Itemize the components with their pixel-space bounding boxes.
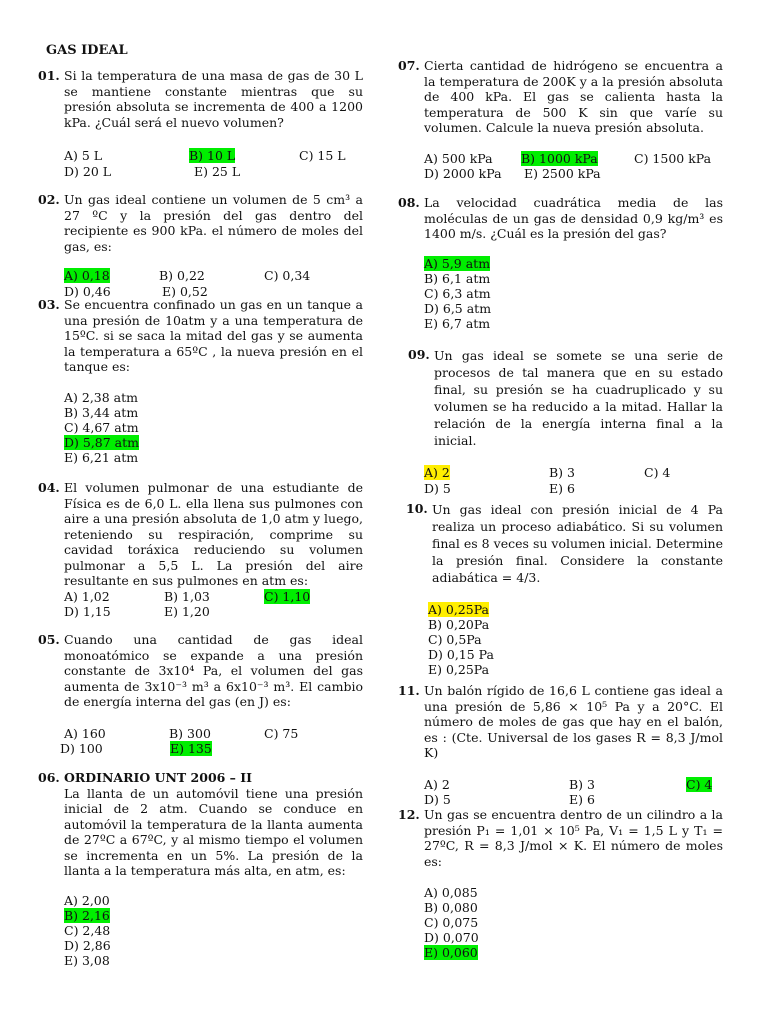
question-number: 04. [38,480,60,495]
question-number: 09. [408,347,430,362]
option-e[interactable]: E) 135 [170,741,212,756]
option-e[interactable]: E) 0,52 [162,283,208,299]
question-11 [398,683,723,808]
option-b[interactable]: B) 0,22 [159,268,205,283]
option-e[interactable]: E) 25 L [194,163,241,179]
option-b[interactable]: B) 3,44 atm [64,404,139,420]
question-text: El volumen pulmonar de una estudiante de Física es de 6,0 L. ella llena sus pulmones con aire a una presión absoluta de 1,0 atm y luego, reteniendo su respiración, comprime su cavidad toráxica reduciendo su volumen pulmonar a 5,5 L. La presión del aire resultante en sus pulmones en atm es: [64,480,363,588]
option-c[interactable]: C) 2,48 [64,922,111,938]
option-c[interactable]: C) 1500 kPa [634,150,712,166]
option-e[interactable]: E) 6,7 atm [424,315,491,331]
question-text: Un gas ideal con presión inicial de 4 Pa realiza un proceso adiabático. Si su volumen final es 8 veces su volumen inicial. Determine la presión final. Considere la constante adiabática = 4/3. [432,502,723,585]
question-05 [38,632,363,757]
question-number: 10. [406,501,428,516]
option-b[interactable]: B) 3 [549,465,575,480]
question-text: Un gas se encuentra dentro de un cilindro a la presión P₁ = 1,01 × 10⁵ Pa, V₁ = 1,5 L y T₁ = 27ºC, R = 8,3 J/mol × K. El número de moles es: [424,807,723,869]
option-c[interactable]: C) 6,3 atm [424,285,491,301]
question-number: 01. [38,68,60,83]
option-e[interactable]: E) 0,25Pa [428,662,490,677]
question-number: 02. [38,192,60,207]
option-a[interactable]: A) 2 [424,776,450,792]
option-d[interactable]: D) 100 [60,741,103,756]
question-text: Cuando una cantidad de gas ideal monoatómico se expande a una presión constante de 3x10⁴ Pa, el volumen del gas aumenta de 3x10⁻³ m³ a 6x10⁻³ m³. El cambio de energía interna del gas (en J) es: [64,632,363,709]
question-text: Se encuentra confinado un gas en un tanque a una presión de 10atm y a una temperatura de 15ºC. si se saca la mitad del gas y se aumenta la temperatura a 65ºC , la nueva presión en el tanque es: [64,297,363,374]
option-c[interactable]: C) 4 [686,776,713,792]
option-d[interactable]: D) 5,87 atm [64,434,140,450]
question-number: 07. [398,58,420,73]
page-title: GAS IDEAL [46,43,128,58]
question-02 [38,192,363,299]
option-d[interactable]: D) 1,15 [64,604,111,619]
question-01 [38,68,363,179]
question-03 [38,297,363,465]
option-a[interactable]: A) 2,38 atm [64,389,139,405]
option-a[interactable]: A) 500 kPa [424,150,493,166]
option-c[interactable]: C) 4 [644,465,671,480]
question-heading: ORDINARIO UNT 2006 – II [64,770,252,785]
option-d[interactable]: D) 0,15 Pa [428,647,494,662]
option-b[interactable]: B) 0,20Pa [428,617,490,632]
option-e[interactable]: E) 6 [549,480,575,496]
option-e[interactable]: E) 0,060 [424,945,478,960]
option-b[interactable]: B) 10 L [189,148,236,163]
question-text: La llanta de un automóvil tiene una presión inicial de 2 atm. Cuando se conduce en automóvil la temperatura de la llanta aumenta de 27ºC a 67ºC, y al mismo tiempo el volumen se incrementa en un 5%. La presión de la llanta a la temperatura más alta, en atm, es: [64,785,363,878]
question-text: La velocidad cuadrática media de las moléculas de un gas de densidad 0,9 kg/m³ es 1400 m/s. ¿Cuál es la presión del gas? [424,195,723,241]
option-c[interactable]: C) 15 L [299,148,346,163]
option-a[interactable]: A) 2,00 [64,892,110,908]
option-b[interactable]: B) 300 [169,725,211,741]
option-a[interactable]: A) 160 [64,725,106,741]
question-text: Un balón rígido de 16,6 L contiene gas ideal a una presión de 5,86 × 10⁵ Pa y a 20°C. El número de moles de gas que hay en el balón, es : (Cte. Universal de los gases R = 8,3 J/mol K) [424,683,723,760]
option-e[interactable]: E) 3,08 [64,952,110,968]
option-b[interactable]: B) 3 [569,776,595,792]
option-b[interactable]: B) 2,16 [64,907,110,923]
question-text: Cierta cantidad de hidrógeno se encuentra a la temperatura de 200K y a la presión absoluta de 400 kPa. El gas se calienta hasta la temperatura de 500 K sin que varíe su volumen. Calcule la nueva presión absoluta. [424,58,723,135]
question-number: 06. [38,770,60,785]
question-12 [398,807,723,960]
option-a[interactable]: A) 1,02 [64,588,110,604]
option-b[interactable]: B) 1,03 [164,588,210,604]
question-06 [38,770,363,968]
option-b[interactable]: B) 1000 kPa [521,150,598,166]
option-d[interactable]: D) 5 [424,792,451,807]
option-d[interactable]: D) 0,46 [64,283,111,299]
option-b[interactable]: B) 0,080 [424,900,478,915]
question-number: 12. [398,807,420,822]
question-07 [398,58,723,182]
option-a[interactable]: A) 2 [424,465,450,480]
option-d[interactable]: D) 2000 kPa [424,166,502,181]
option-d[interactable]: D) 6,5 atm [424,300,492,316]
option-a[interactable]: A) 0,085 [424,885,478,900]
question-number: 05. [38,632,60,647]
option-c[interactable]: C) 75 [264,725,299,741]
option-d[interactable]: D) 2,86 [64,937,111,953]
option-c[interactable]: C) 1,10 [264,588,311,604]
option-c[interactable]: C) 4,67 atm [64,419,139,435]
question-number: 11. [398,683,420,698]
option-d[interactable]: D) 20 L [64,163,112,179]
option-a[interactable]: A) 5,9 atm [424,255,491,271]
option-b[interactable]: B) 6,1 atm [424,270,491,286]
option-c[interactable]: C) 0,34 [264,268,311,283]
question-04 [38,480,363,620]
option-a[interactable]: A) 5 L [64,148,103,163]
question-08 [398,195,723,331]
question-09 [408,347,723,496]
option-c[interactable]: C) 0,075 [424,915,479,930]
question-text: Si la temperatura de una masa de gas de 30 L se mantiene constante mientras que su presión absoluta se incrementa de 400 a 1200 kPa. ¿Cuál será el nuevo volumen? [64,68,363,130]
question-10 [406,501,723,677]
option-d[interactable]: D) 0,070 [424,930,479,945]
question-number: 03. [38,297,60,312]
option-c[interactable]: C) 0,5Pa [428,632,482,647]
option-d[interactable]: D) 5 [424,480,451,496]
option-e[interactable]: E) 6,21 atm [64,449,139,465]
option-e[interactable]: E) 2500 kPa [524,166,601,181]
option-e[interactable]: E) 1,20 [164,604,210,619]
question-number: 08. [398,195,420,210]
question-text: Un gas ideal contiene un volumen de 5 cm³ a 27 ºC y la presión del gas dentro del recipiente es 900 kPa. el número de moles del gas, es: [64,192,363,254]
option-e[interactable]: E) 6 [569,792,595,807]
option-a[interactable]: A) 0,25Pa [428,602,490,617]
option-a[interactable]: A) 0,18 [64,268,110,283]
question-text: Un gas ideal se somete se una serie de procesos de tal manera que en su estado final, su presión se ha cuadruplicado y su volumen se ha reducido a la mitad. Hallar la relación de la energía interna final a la inicial. [434,348,723,448]
